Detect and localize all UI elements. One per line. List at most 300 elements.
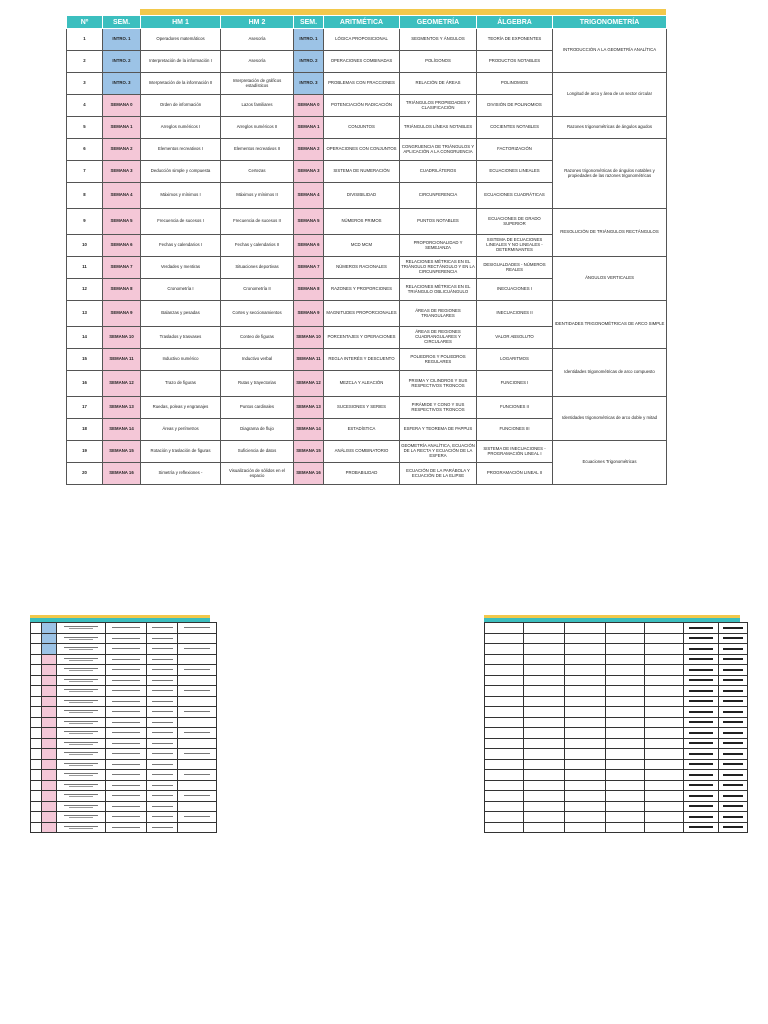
row-number: 8 <box>67 183 103 209</box>
algebra-cell: DESIGUALDADES - NÚMEROS REALES <box>477 257 553 279</box>
thumbnail-cell <box>57 665 106 676</box>
thumbnail-cell <box>147 707 178 718</box>
thumbnail-cell <box>31 633 42 644</box>
hm2-cell: Asesoría <box>221 29 294 51</box>
week-cell: INTRO. 3 <box>103 73 141 95</box>
hm1-cell: Elementos recreativos I <box>141 139 221 161</box>
thumbnail-cell <box>106 717 147 728</box>
thumbnail-row <box>485 717 748 728</box>
algebra-cell: LOGARITMOS <box>477 349 553 371</box>
thumbnail-cell <box>147 801 178 812</box>
geometria-cell: RELACIONES MÉTRICAS EN EL TRIÁNGULO RECTÁNGULO Y EN LA CIRCUNFERENCIA <box>400 257 477 279</box>
week-cell-2: SEMANA 15 <box>294 441 324 463</box>
thumbnail-cell <box>645 686 684 697</box>
thumbnail-cell <box>485 738 524 749</box>
row-number: 9 <box>67 209 103 235</box>
thumbnail-cell <box>606 665 645 676</box>
thumbnail-cell <box>57 717 106 728</box>
thumbnail-cell <box>485 749 524 760</box>
thumbnail-row <box>31 696 217 707</box>
thumbnail-cell <box>606 717 645 728</box>
thumbnail-cell <box>178 686 217 697</box>
thumbnail-cell <box>57 812 106 823</box>
thumbnail-cell <box>606 707 645 718</box>
thumbnail-cell <box>645 749 684 760</box>
thumbnail-row <box>31 707 217 718</box>
thumbnail-cell <box>565 623 606 634</box>
thumbnail-cell <box>565 717 606 728</box>
thumbnail-cell <box>147 780 178 791</box>
thumbnail-cell <box>178 791 217 802</box>
thumbnail-cell <box>485 675 524 686</box>
thumbnail-cell <box>31 770 42 781</box>
thumbnail-cell <box>684 623 719 634</box>
thumbnail-cell <box>178 707 217 718</box>
thumbnail-cell <box>565 644 606 655</box>
thumbnail-cell <box>57 759 106 770</box>
thumbnail-cell <box>57 644 106 655</box>
thumbnail-cell <box>178 633 217 644</box>
thumbnail-cell <box>57 654 106 665</box>
thumbnail-cell <box>645 738 684 749</box>
table-row <box>67 301 667 327</box>
aritmetica-cell: DIVISIBILIDAD <box>324 183 400 209</box>
hm2-cell: Asesoría <box>221 51 294 73</box>
thumbnail-cell <box>565 822 606 833</box>
geometria-cell: PIRÁMIDE Y CONO Y SUS RESPECTIVOS TRONCOS <box>400 397 477 419</box>
thumbnail-row <box>485 749 748 760</box>
thumbnail-row <box>31 623 217 634</box>
thumbnail-row <box>31 728 217 739</box>
geometria-cell: CIRCUNFERENCIA <box>400 183 477 209</box>
table-row <box>67 397 667 419</box>
thumbnail-cell <box>147 791 178 802</box>
aritmetica-cell: ANÁLISIS COMBINATORIO <box>324 441 400 463</box>
aritmetica-cell: PORCENTAJES Y OPERACIONES <box>324 327 400 349</box>
thumbnail-row <box>485 759 748 770</box>
thumbnail-cell <box>719 780 748 791</box>
thumbnail-cell <box>684 749 719 760</box>
thumbnail-cell <box>524 780 565 791</box>
week-cell-2: SEMANA 11 <box>294 349 324 371</box>
thumbnail-cell <box>178 623 217 634</box>
thumbnail-cell <box>524 770 565 781</box>
thumbnail-cell <box>57 707 106 718</box>
schedule-table <box>66 15 667 485</box>
geometria-cell: GEOMETRÍA ANALÍTICA, ECUACIÓN DE LA RECTA Y ECUACIÓN DE LA ESFERA <box>400 441 477 463</box>
hm1-cell: Cronometría I <box>141 279 221 301</box>
thumbnail-cell <box>524 654 565 665</box>
thumbnail-cell <box>645 791 684 802</box>
thumbnail-cell <box>106 801 147 812</box>
row-number: 12 <box>67 279 103 301</box>
row-number: 13 <box>67 301 103 327</box>
week-cell: SEMANA 10 <box>103 327 141 349</box>
thumbnail-row <box>31 770 217 781</box>
header-aritmetica: ARITMÉTICA <box>324 16 400 29</box>
thumbnail-cell <box>684 707 719 718</box>
thumbnail-cell <box>42 822 57 833</box>
algebra-cell: FUNCIONES I <box>477 371 553 397</box>
algebra-cell: POLINOMIOS <box>477 73 553 95</box>
table-row <box>67 209 667 235</box>
week-cell: INTRO. 2 <box>103 51 141 73</box>
thumbnail-cell <box>57 749 106 760</box>
thumbnail-cell <box>106 738 147 749</box>
thumbnail-cell <box>684 822 719 833</box>
thumbnail-cell <box>147 696 178 707</box>
thumbnail-cell <box>42 801 57 812</box>
table-row <box>67 117 667 139</box>
geometria-cell: PRISMA Y CILINDROS Y SUS RESPECTIVOS TRONCOS <box>400 371 477 397</box>
thumbnail-cell <box>606 654 645 665</box>
header-sem2: SEM. <box>294 16 324 29</box>
hm2-cell: Rutas y trayectorias <box>221 371 294 397</box>
thumbnail-cell <box>42 717 57 728</box>
thumbnail-cell <box>42 696 57 707</box>
thumbnail-cell <box>524 675 565 686</box>
thumbnail-cell <box>106 707 147 718</box>
thumbnail-row <box>31 791 217 802</box>
header-sem: SEM. <box>103 16 141 29</box>
row-number: 2 <box>67 51 103 73</box>
thumbnail-cell <box>565 686 606 697</box>
thumbnail-cell <box>31 791 42 802</box>
thumbnail-cell <box>645 633 684 644</box>
hm1-cell: Deducción simple y compuesta <box>141 161 221 183</box>
thumbnail-row <box>31 633 217 644</box>
header-hm1: HM 1 <box>141 16 221 29</box>
thumbnail-cell <box>42 770 57 781</box>
week-cell-2: INTRO. 1 <box>294 29 324 51</box>
thumbnail-cell <box>524 686 565 697</box>
hm2-cell: Conteo de figuras <box>221 327 294 349</box>
thumbnail-cell <box>57 770 106 781</box>
week-cell-2: SEMANA 3 <box>294 161 324 183</box>
thumbnail-cell <box>719 770 748 781</box>
thumbnail-cell <box>147 749 178 760</box>
thumbnail-cell <box>606 759 645 770</box>
trigonometria-cell: RESOLUCIÓN DE TRIÁNGULOS RECTÁNGULOS <box>553 209 667 257</box>
header-hm2: HM 2 <box>221 16 294 29</box>
thumbnail-cell <box>57 696 106 707</box>
trigonometria-cell: Identidades trigonométricas de arco compuesto <box>553 349 667 397</box>
thumbnail-cell <box>57 738 106 749</box>
header-algebra: ÁLGEBRA <box>477 16 553 29</box>
hm1-cell: Trazo de figuras <box>141 371 221 397</box>
thumbnail-cell <box>719 717 748 728</box>
thumbnail-cell <box>719 759 748 770</box>
hm2-cell: Interpretación de gráficos estadísticos <box>221 73 294 95</box>
thumbnail-cell <box>106 728 147 739</box>
hm2-cell: Máximos y mínimos II <box>221 183 294 209</box>
thumbnail-cell <box>485 623 524 634</box>
thumbnail-cell <box>485 822 524 833</box>
thumbnail-cell <box>178 770 217 781</box>
thumbnail-cell <box>719 665 748 676</box>
thumbnail-cell <box>719 728 748 739</box>
row-number: 15 <box>67 349 103 371</box>
thumbnail-cell <box>719 822 748 833</box>
thumbnail-cell <box>147 675 178 686</box>
row-number: 3 <box>67 73 103 95</box>
thumbnail-cell <box>684 717 719 728</box>
week-cell: SEMANA 12 <box>103 371 141 397</box>
thumbnail-cell <box>57 623 106 634</box>
thumbnail-cell <box>719 633 748 644</box>
thumbnail-cell <box>147 717 178 728</box>
thumbnail-cell <box>684 633 719 644</box>
thumbnail-cell <box>106 675 147 686</box>
thumbnail-cell <box>42 623 57 634</box>
thumbnail-cell <box>606 728 645 739</box>
thumbnail-cell <box>565 780 606 791</box>
week-cell: SEMANA 3 <box>103 161 141 183</box>
thumbnail-row <box>485 623 748 634</box>
geometria-cell: ECUACIÓN DE LA PARÁBOLA Y ECUACIÓN DE LA ELIPSE <box>400 463 477 485</box>
header-geometria: GEOMETRÍA <box>400 16 477 29</box>
thumbnail-row <box>485 770 748 781</box>
thumbnail-cell <box>524 644 565 655</box>
thumbnail-cell <box>524 696 565 707</box>
thumbnail-cell <box>31 675 42 686</box>
week-cell-2: SEMANA 12 <box>294 371 324 397</box>
thumbnail-row <box>485 738 748 749</box>
thumbnail-cell <box>147 812 178 823</box>
thumbnail-cell <box>485 791 524 802</box>
thumbnail-cell <box>684 665 719 676</box>
thumbnail-cell <box>31 780 42 791</box>
thumbnail-cell <box>485 654 524 665</box>
hm1-cell: Balanzas y pesadas <box>141 301 221 327</box>
thumbnail-cell <box>565 770 606 781</box>
aritmetica-cell: POTENCIACIÓN RADICACIÓN <box>324 95 400 117</box>
week-cell-2: SEMANA 14 <box>294 419 324 441</box>
thumbnail-cell <box>684 738 719 749</box>
thumbnail-cell <box>524 633 565 644</box>
geometria-cell: PUNTOS NOTABLES <box>400 209 477 235</box>
hm2-cell: Cortes y seccionamientos <box>221 301 294 327</box>
thumbnail-cell <box>106 654 147 665</box>
aritmetica-cell: CONJUNTOS <box>324 117 400 139</box>
table-row <box>67 139 667 161</box>
thumbnail-cell <box>565 707 606 718</box>
hm1-cell: Frecuencia de sucesos I <box>141 209 221 235</box>
thumbnail-cell <box>719 654 748 665</box>
hm2-cell: Frecuencia de sucesos II <box>221 209 294 235</box>
trigonometria-cell: Razones trigonométricas de ángulos agudos <box>553 117 667 139</box>
thumbnail-row <box>485 644 748 655</box>
thumbnail-cell <box>57 728 106 739</box>
thumbnail-cell <box>485 801 524 812</box>
geometria-cell: ÁREAS DE REGIONES TRIANGULARES <box>400 301 477 327</box>
trigonometria-cell: Longitud de arco y área de un sector circular <box>553 73 667 117</box>
thumbnail-cell <box>31 644 42 655</box>
trigonometria-cell: Razones trigonométricas de ángulos notables y propiedades de las razones trigonométricas <box>553 139 667 209</box>
thumbnail-cell <box>147 633 178 644</box>
thumbnail-cell <box>106 770 147 781</box>
aritmetica-cell: NÚMEROS RACIONALES <box>324 257 400 279</box>
hm1-cell: Verdades y mentiras <box>141 257 221 279</box>
row-number: 18 <box>67 419 103 441</box>
thumbnail-cell <box>719 812 748 823</box>
thumbnail-cell <box>178 749 217 760</box>
thumbnail-cell <box>178 759 217 770</box>
header-num: Nº <box>67 16 103 29</box>
hm2-cell: Inductivo verbal <box>221 349 294 371</box>
thumbnail-cell <box>178 665 217 676</box>
thumbnail-row <box>31 749 217 760</box>
thumbnail-cell <box>42 686 57 697</box>
row-number: 1 <box>67 29 103 51</box>
week-cell-2: SEMANA 16 <box>294 463 324 485</box>
aritmetica-cell: MCD MCM <box>324 235 400 257</box>
thumbnail-cell <box>147 623 178 634</box>
hm1-cell: Rotación y traslación de figuras <box>141 441 221 463</box>
thumbnail-cell <box>178 644 217 655</box>
thumbnail-cell <box>106 665 147 676</box>
aritmetica-cell: SUCESIONES Y SERIES <box>324 397 400 419</box>
thumbnail-cell <box>106 812 147 823</box>
thumbnail-cell <box>524 791 565 802</box>
aritmetica-cell: NÚMEROS PRIMOS <box>324 209 400 235</box>
thumbnail-cell <box>719 696 748 707</box>
thumbnail-cell <box>147 654 178 665</box>
aritmetica-cell: SISTEMA DE NUMERACIÓN <box>324 161 400 183</box>
thumbnail-cell <box>57 801 106 812</box>
algebra-cell: COCIENTES NOTABLES <box>477 117 553 139</box>
thumbnail-cell <box>719 707 748 718</box>
week-cell: INTRO. 1 <box>103 29 141 51</box>
thumbnail-cell <box>684 654 719 665</box>
week-cell: SEMANA 7 <box>103 257 141 279</box>
thumbnail-cell <box>31 738 42 749</box>
thumbnail-cell <box>31 717 42 728</box>
algebra-cell: FACTORIZACIÓN <box>477 139 553 161</box>
thumbnail-cell <box>31 759 42 770</box>
trigonometria-cell: INTRODUCCIÓN A LA GEOMETRÍA ANALÍTICA <box>553 29 667 73</box>
algebra-cell: TEORÍA DE EXPONENTES <box>477 29 553 51</box>
week-cell-2: SEMANA 0 <box>294 95 324 117</box>
trigonometria-cell: IDENTIDADES TRIGONOMÉTRICAS DE ARCO SIMPLE <box>553 301 667 349</box>
table-header-row <box>67 16 667 29</box>
aritmetica-cell: REGLA INTERÉS Y DESCUENTO <box>324 349 400 371</box>
thumbnail-row <box>31 780 217 791</box>
thumbnail-cell <box>565 665 606 676</box>
thumbnail-cell <box>31 665 42 676</box>
thumbnail-cell <box>178 717 217 728</box>
row-number: 6 <box>67 139 103 161</box>
thumbnail-cell <box>106 623 147 634</box>
aritmetica-cell: RAZONES Y PROPORCIONES <box>324 279 400 301</box>
trigonometria-cell: Identidades trigonométricas de arco doble y mitad <box>553 397 667 441</box>
week-cell: SEMANA 1 <box>103 117 141 139</box>
week-cell-2: SEMANA 9 <box>294 301 324 327</box>
thumbnail-right-page <box>484 622 748 833</box>
thumbnail-cell <box>485 644 524 655</box>
thumbnail-cell <box>57 791 106 802</box>
thumbnail-cell <box>645 822 684 833</box>
week-cell-2: SEMANA 5 <box>294 209 324 235</box>
thumbnail-cell <box>31 728 42 739</box>
thumbnail-cell <box>524 812 565 823</box>
table-row <box>67 349 667 371</box>
thumbnail-cell <box>524 717 565 728</box>
thumbnail-cell <box>524 665 565 676</box>
algebra-cell: ECUACIONES CUADRÁTICAS <box>477 183 553 209</box>
algebra-cell: DIVISIÓN DE POLINOMIOS <box>477 95 553 117</box>
thumbnail-cell <box>178 801 217 812</box>
hm1-cell: Máximos y mínimos I <box>141 183 221 209</box>
thumbnail-cell <box>684 696 719 707</box>
thumbnail-cell <box>57 633 106 644</box>
thumbnail-cell <box>645 707 684 718</box>
thumbnail-cell <box>485 812 524 823</box>
hm2-cell: Lazos familiares <box>221 95 294 117</box>
thumbnail-cell <box>645 675 684 686</box>
row-number: 10 <box>67 235 103 257</box>
thumbnail-cell <box>645 801 684 812</box>
thumbnail-cell <box>106 644 147 655</box>
thumbnail-row <box>31 812 217 823</box>
thumbnail-cell <box>31 749 42 760</box>
thumbnail-cell <box>147 822 178 833</box>
geometria-cell: CUADRILÁTEROS <box>400 161 477 183</box>
thumbnail-cell <box>524 759 565 770</box>
week-cell-2: SEMANA 2 <box>294 139 324 161</box>
thumbnail-row <box>485 633 748 644</box>
thumbnail-cell <box>106 822 147 833</box>
week-cell-2: SEMANA 1 <box>294 117 324 139</box>
thumbnail-cell <box>31 686 42 697</box>
row-number: 19 <box>67 441 103 463</box>
thumbnail-cell <box>42 644 57 655</box>
row-number: 7 <box>67 161 103 183</box>
table-row <box>67 441 667 463</box>
thumbnail-cell <box>565 759 606 770</box>
algebra-cell: INECUACIONES II <box>477 301 553 327</box>
thumbnail-cell <box>42 759 57 770</box>
thumbnail-cell <box>147 770 178 781</box>
thumbnail-cell <box>719 644 748 655</box>
thumbnail-cell <box>684 812 719 823</box>
thumbnail-cell <box>645 780 684 791</box>
week-cell-2: INTRO. 2 <box>294 51 324 73</box>
row-number: 11 <box>67 257 103 279</box>
hm1-cell: Inductivo numérico <box>141 349 221 371</box>
algebra-cell: VALOR ABSOLUTO <box>477 327 553 349</box>
thumbnail-cell <box>485 780 524 791</box>
thumbnail-cell <box>485 665 524 676</box>
week-cell-2: SEMANA 13 <box>294 397 324 419</box>
thumbnail-cell <box>485 717 524 728</box>
week-cell: SEMANA 14 <box>103 419 141 441</box>
thumbnail-row <box>485 707 748 718</box>
algebra-cell: ECUACIONES DE GRADO SUPERIOR <box>477 209 553 235</box>
thumbnail-cell <box>524 623 565 634</box>
week-cell: SEMANA 11 <box>103 349 141 371</box>
row-number: 20 <box>67 463 103 485</box>
thumbnail-cell <box>31 623 42 634</box>
thumbnail-cell <box>565 801 606 812</box>
thumbnail-cell <box>147 665 178 676</box>
thumbnail-cell <box>606 675 645 686</box>
week-cell: SEMANA 16 <box>103 463 141 485</box>
row-number: 4 <box>67 95 103 117</box>
algebra-cell: PRODUCTOS NOTABLES <box>477 51 553 73</box>
thumbnail-cell <box>524 728 565 739</box>
thumbnail-cell <box>645 759 684 770</box>
